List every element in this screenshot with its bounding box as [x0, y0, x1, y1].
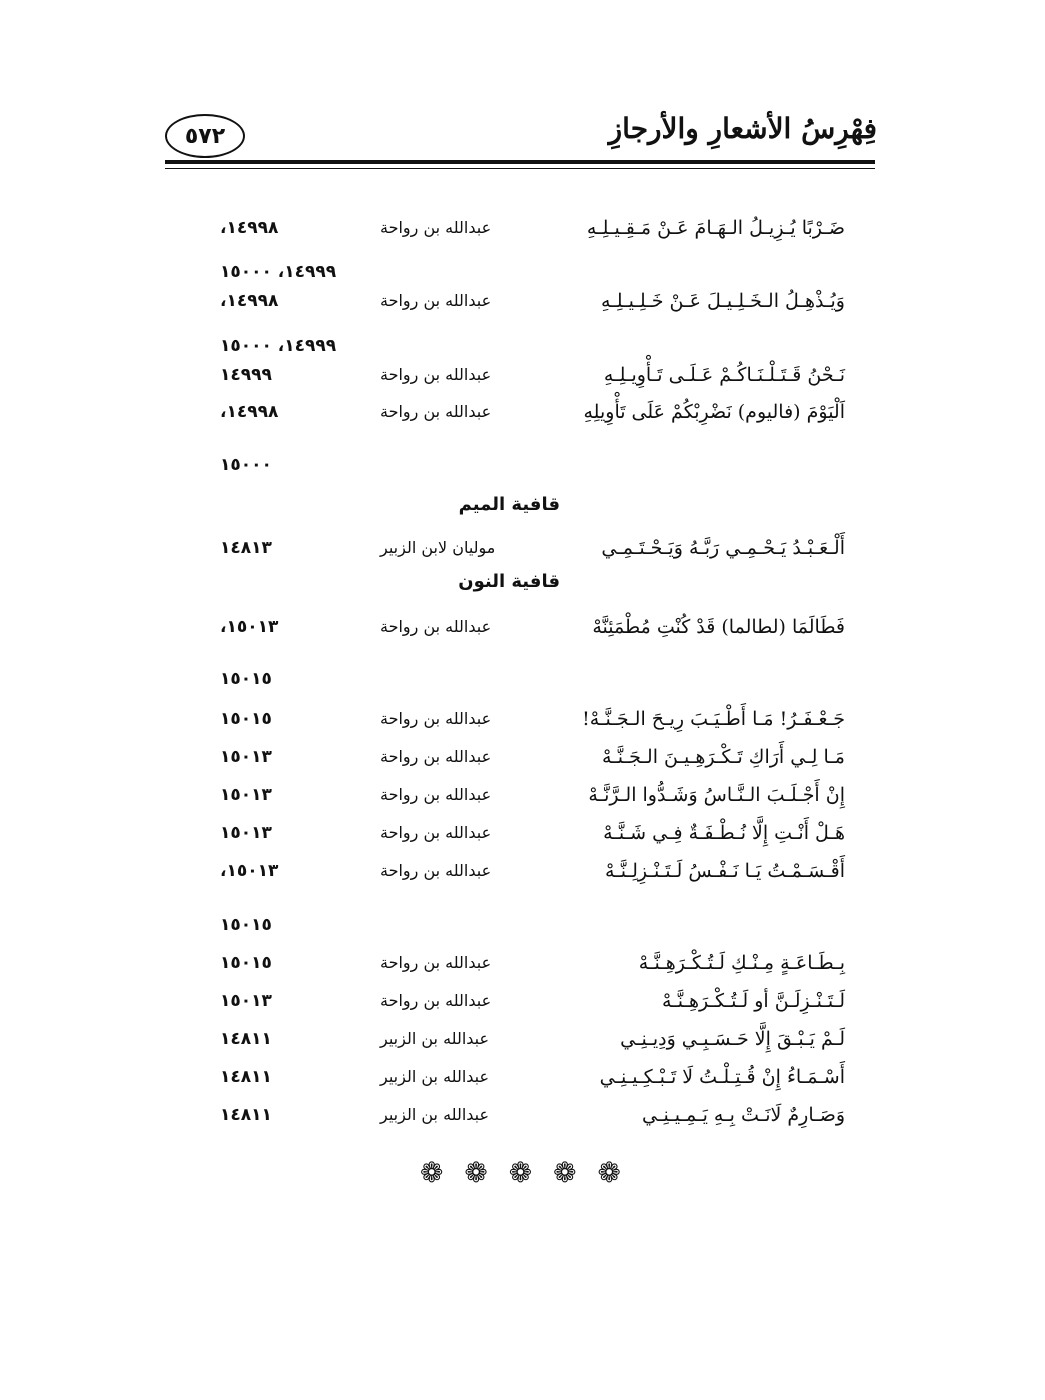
verse-text: لَـتَـنْـزِلَـنَّ أو لَـتُـكْـرَهِـنَّـهْ	[661, 990, 845, 1012]
index-row	[0, 360, 1045, 390]
verse-text: وَيُـذْهِـلُ الـخَـلِـيـلَ عَـنْ خَـلِـيـلِـهِ	[601, 290, 845, 312]
reference-numbers: ١٥٠١٥	[220, 709, 272, 729]
index-row	[0, 1024, 1045, 1054]
verse-text: إِنْ أَجْـلَـبَ الـنَّـاسُ وَشَـدُّوا الـرَّنَّـهْ	[588, 784, 845, 806]
poet-name: عبدالله بن رواحة	[380, 617, 492, 636]
index-row	[0, 856, 1045, 886]
reference-numbers: ١٤٩٩٩، ١٥٠٠٠	[220, 262, 337, 282]
verse-text: أَلْـعَـبْـدُ يَـحْـمِـي رَبَّـهُ وَيَـحْـتَـمِـي	[601, 537, 845, 559]
verse-text: أَسْـمَـاءُ إِنْ قُـتِـلْـتُ لَا تَـبْـكِـيـنِـي	[599, 1066, 845, 1088]
page-number: ٥٧٢	[184, 123, 226, 149]
index-row	[0, 213, 1045, 243]
reference-numbers: ١٥٠١٣	[220, 991, 272, 1011]
index-row	[0, 742, 1045, 772]
poet-name: عبدالله بن رواحة	[380, 785, 492, 804]
header-rule-thin	[165, 168, 875, 169]
reference-numbers: ١٥٠١٣،	[220, 861, 279, 881]
verse-text: فَطَالَمَا (لطالما) قَدْ كُنْتِ مُطْمَئِنَّهْ	[592, 616, 845, 638]
poet-name: عبدالله بن الزبير	[380, 1105, 490, 1124]
reference-numbers: ١٤٩٩٨،	[220, 218, 279, 238]
section-heading-row	[0, 490, 1045, 520]
reference-numbers: ١٥٠١٣	[220, 823, 272, 843]
end-ornaments: ❁ ❁ ❁ ❁ ❁	[420, 1156, 627, 1189]
index-row-continuation	[0, 257, 1045, 287]
index-row	[0, 612, 1045, 642]
reference-numbers: ١٥٠١٣	[220, 785, 272, 805]
reference-numbers: ١٥٠١٣	[220, 747, 272, 767]
verse-text: اَلْيَوْمَ (فاليوم) نَضْرِبْكُمْ عَلَى تَأْوِيلِهِ	[583, 401, 845, 423]
index-row	[0, 1100, 1045, 1130]
reference-numbers: ١٥٠١٥	[220, 669, 272, 689]
reference-numbers: ١٥٠١٥	[220, 915, 272, 935]
poet-name: عبدالله بن رواحة	[380, 861, 492, 880]
verse-text: وَصَـارِمٌ لَانَـتْ بِـهِ يَـمِـيـنِـي	[642, 1104, 845, 1126]
reference-numbers: ١٥٠١٥	[220, 953, 272, 973]
header-rule-thick	[165, 160, 875, 164]
poet-name: عبدالله بن رواحة	[380, 218, 492, 237]
index-row	[0, 286, 1045, 316]
index-row	[0, 986, 1045, 1016]
reference-numbers: ١٤٨١١	[220, 1029, 272, 1049]
index-row-continuation	[0, 450, 1045, 480]
verse-text: أَقْـسَـمْـتُ يَـا نَـفْـسُ لَـتَـنْـزِلِـنَّـهْ	[605, 860, 845, 882]
verse-text: مَـا لِـي أَرَاكِ تَـكْـرَهِـيـنَ الـجَـنَّـهْ	[602, 746, 845, 768]
verse-text: بِـطَـاعَـةٍ مِـنْـكِ لَـتُـكْـرَهِـنَّـهْ	[638, 952, 845, 974]
poet-name: عبدالله بن رواحة	[380, 709, 492, 728]
index-row-continuation	[0, 331, 1045, 361]
reference-numbers: ١٤٩٩٩	[220, 365, 272, 385]
verse-text: نَـحْنُ قَـتَـلْـنَـاكُـمْ عَـلَـى تَـأْوِيـلِـهِ	[603, 364, 845, 386]
poet-name: عبدالله بن الزبير	[380, 1029, 490, 1048]
reference-numbers: ١٥٠٠٠	[220, 455, 272, 475]
section-heading-noon: قافية النون	[458, 571, 560, 592]
poet-name: عبدالله بن رواحة	[380, 823, 492, 842]
verse-text: ضَـرْبًا يُـزِيـلُ الـهَـامَ عَـنْ مَـقِـيـلِـهِ	[586, 217, 845, 239]
page-title: فِهْرِسُ الأشعارِ والأرجازِ	[608, 112, 877, 145]
reference-numbers: ١٤٩٩٨،	[220, 291, 279, 311]
poet-name: عبدالله بن رواحة	[380, 991, 492, 1010]
index-row	[0, 1062, 1045, 1092]
poet-name: موليان لابن الزبير	[380, 538, 496, 557]
reference-numbers: ١٤٩٩٩، ١٥٠٠٠	[220, 336, 337, 356]
section-heading-meem: قافية الميم	[458, 494, 560, 515]
poet-name: عبدالله بن رواحة	[380, 291, 492, 310]
poet-name: عبدالله بن رواحة	[380, 365, 492, 384]
verse-text: هَـلْ أَنْـتِ إِلَّا نُـطْـفَـةٌ فِـي شَـنَّـهْ	[603, 822, 845, 844]
reference-numbers: ١٤٩٩٨،	[220, 402, 279, 422]
index-row-continuation	[0, 910, 1045, 940]
index-row	[0, 704, 1045, 734]
poet-name: عبدالله بن رواحة	[380, 953, 492, 972]
reference-numbers: ١٥٠١٣،	[220, 617, 279, 637]
verse-text: جَـعْـفَـرُ! مَـا أَطْـيَـبَ رِيـحَ الـجَـنَّـهْ!	[582, 708, 845, 730]
index-row	[0, 533, 1045, 563]
poet-name: عبدالله بن رواحة	[380, 747, 492, 766]
index-row	[0, 397, 1045, 427]
verse-text: لَـمْ يَـبْـقَ إِلَّا حَـسَـبِـي وَدِيـنِـي	[620, 1028, 845, 1050]
page-number-badge	[165, 114, 245, 158]
index-row-continuation	[0, 664, 1045, 694]
index-row	[0, 948, 1045, 978]
index-row	[0, 818, 1045, 848]
section-heading-row	[0, 567, 1045, 597]
reference-numbers: ١٤٨١١	[220, 1105, 272, 1125]
reference-numbers: ١٤٨١١	[220, 1067, 272, 1087]
reference-numbers: ١٤٨١٣	[220, 538, 272, 558]
index-row	[0, 780, 1045, 810]
poet-name: عبدالله بن الزبير	[380, 1067, 490, 1086]
poet-name: عبدالله بن رواحة	[380, 402, 492, 421]
